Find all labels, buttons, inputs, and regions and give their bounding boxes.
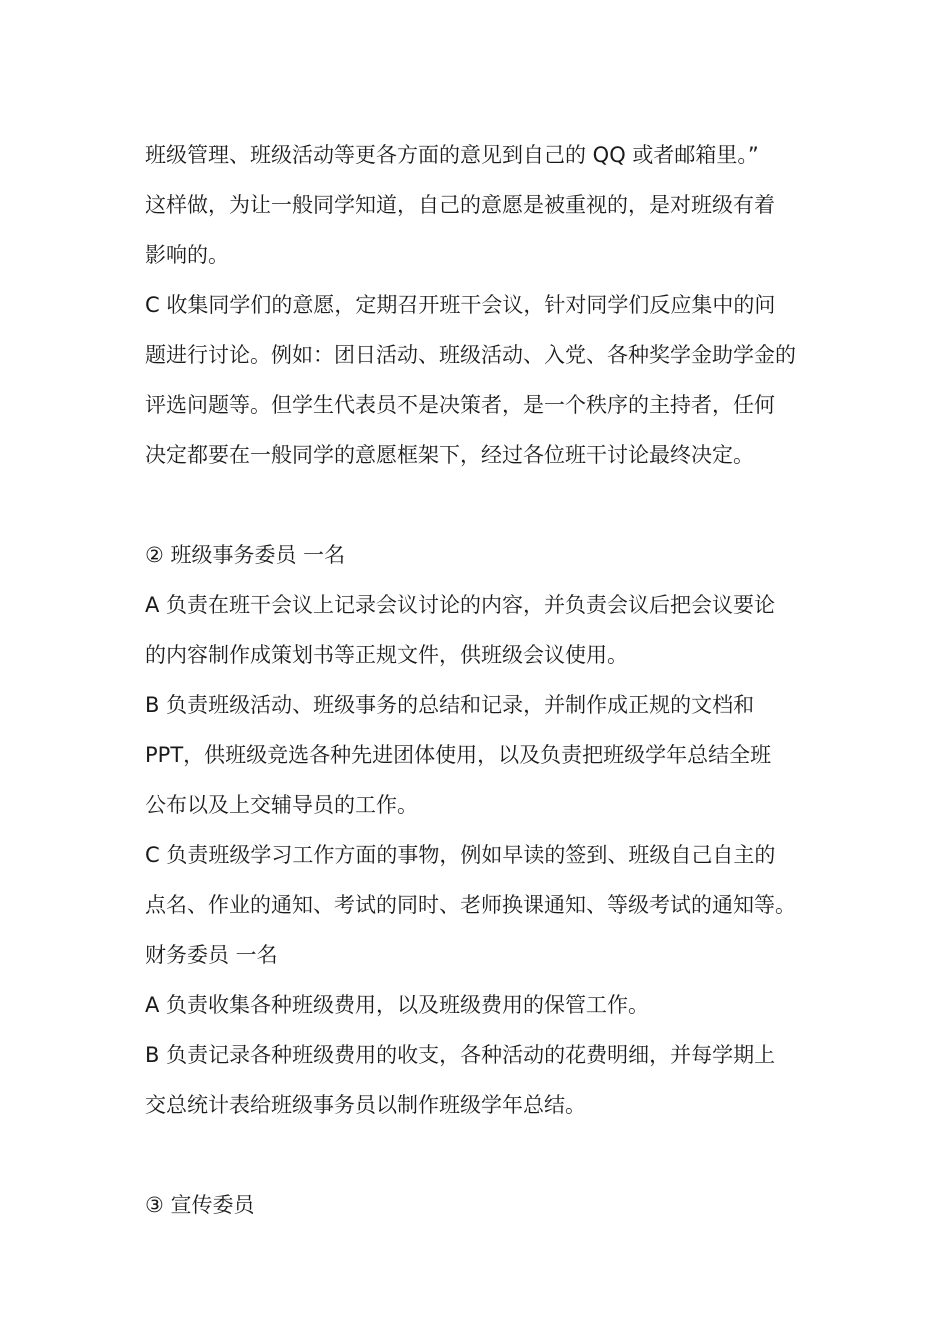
section-heading-affairs: ② 班级事务委员 一名 [145,543,346,567]
text-line: A 负责在班干会议上记录会议讨论的内容，并负责会议后把会议要论 [145,593,776,617]
text-line: 这样做，为让一般同学知道，自己的意愿是被重视的，是对班级有着 [145,193,775,217]
text-line: 交总统计表给班级事务员以制作班级学年总结。 [145,1093,586,1117]
text-line: 评选问题等。但学生代表员不是决策者，是一个秩序的主持者，任何 [145,393,775,417]
text-line: 题进行讨论。例如：团日活动、班级活动、入党、各种奖学金助学金的 [145,343,796,367]
section-heading-finance: 财务委员 一名 [145,943,278,967]
text-line: 影响的。 [145,243,229,267]
text-line: C 收集同学们的意愿，定期召开班干会议，针对同学们反应集中的问 [145,293,776,317]
text-line: 公布以及上交辅导员的工作。 [145,793,418,817]
document-body [145,130,810,1230]
text-line: 班级管理、班级活动等更各方面的意见到自己的 QQ 或者邮箱里。” [145,143,759,167]
text-line: PPT，供班级竞选各种先进团体使用，以及负责把班级学年总结全班 [145,743,772,767]
paragraph-gap [145,1130,810,1180]
text-line: 的内容制作成策划书等正规文件，供班级会议使用。 [145,643,628,667]
text-line: C 负责班级学习工作方面的事物，例如早读的签到、班级自己自主的 [145,843,776,867]
text-line: A 负责收集各种班级费用，以及班级费用的保管工作。 [145,993,650,1017]
section-heading-publicity: ③ 宣传委员 [145,1193,255,1217]
text-line: 点名、作业的通知、考试的同时、老师换课通知、等级考试的通知等。 [145,893,796,917]
text-line: 决定都要在一般同学的意愿框架下，经过各位班干讨论最终决定。 [145,443,754,467]
paragraph-gap [145,480,810,530]
text-line: B 负责记录各种班级费用的收支，各种活动的花费明细，并每学期上 [145,1043,776,1067]
text-line: B 负责班级活动、班级事务的总结和记录，并制作成正规的文档和 [145,693,755,717]
